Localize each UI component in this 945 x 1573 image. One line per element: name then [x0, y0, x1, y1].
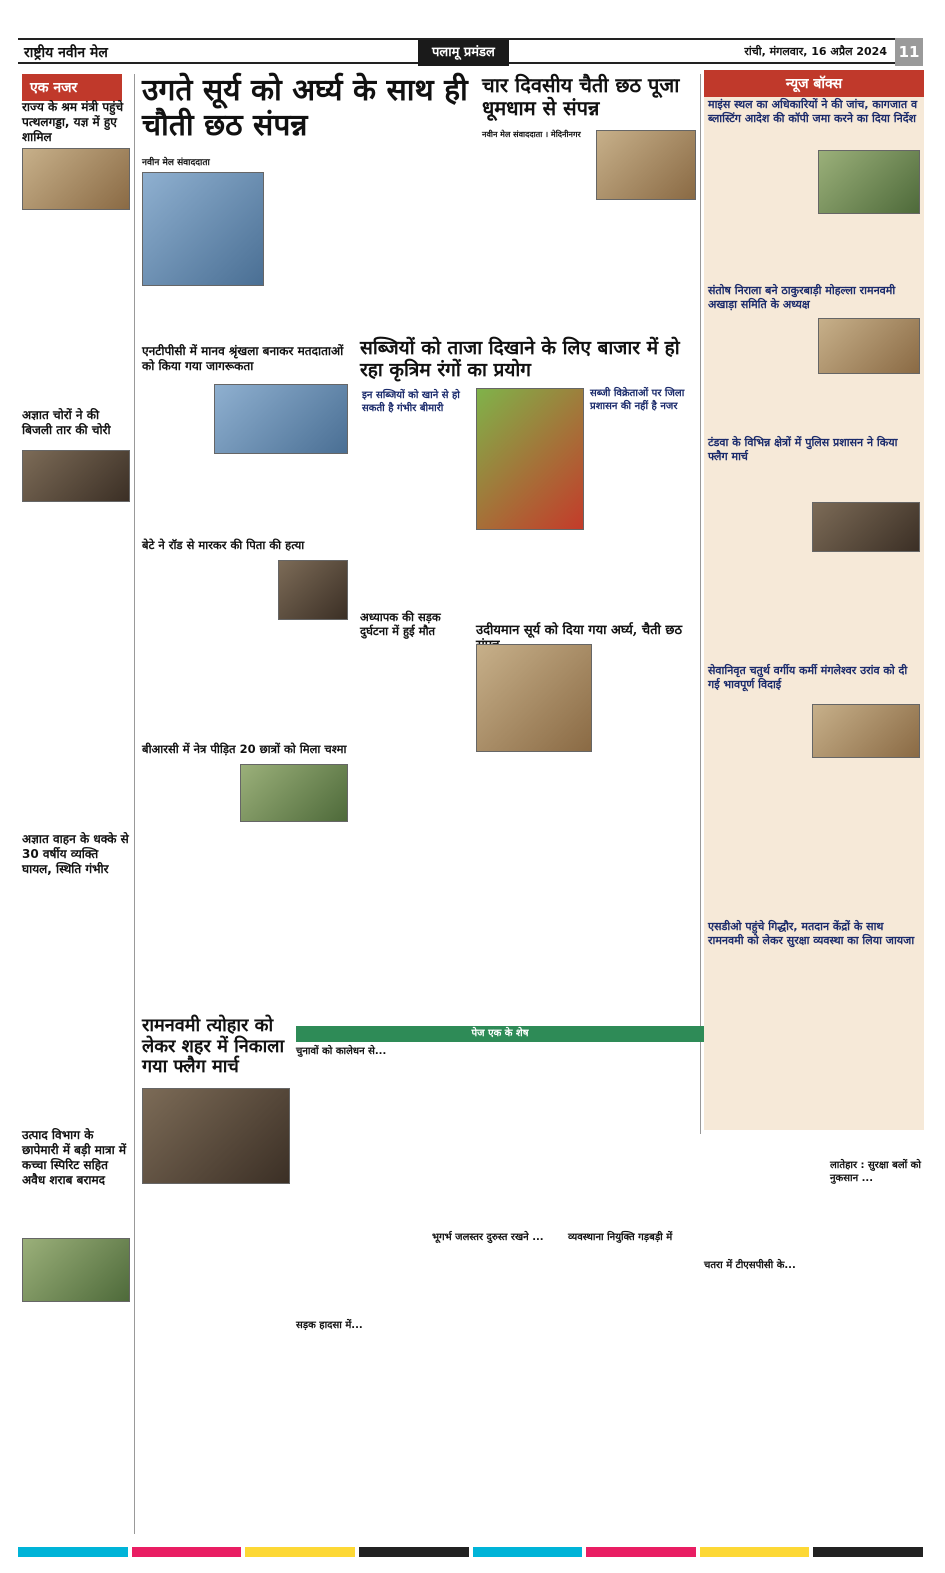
section-label: पलामू प्रमंडल	[418, 40, 509, 66]
left-story-1-title: राज्य के श्रम मंत्री पहुंचे पत्थलगड्डा, यज्ञ में हुए शामिल	[22, 100, 124, 144]
issue-date: रांची, मंगलवार, 16 अप्रैल 2024	[744, 45, 887, 58]
main-headline: उगते सूर्य को अर्घ्य के साथ ही चौती छठ संपन्न	[142, 73, 468, 143]
sun-offering-headline: उदीयमान सूर्य को दिया गया अर्घ्य, चैती छठ	[476, 623, 683, 638]
newspaper-brand: राष्ट्रीय नवीन मेल	[24, 45, 108, 61]
vegetable-color-headline: सब्जियों को ताजा दिखाने के लिए बाजार में हो रहा कृत्रिम रंगों का प्रयोग	[360, 337, 680, 381]
chhath-puja-byline: नवीन मेल संवाददाता । मेदिनीनगर	[482, 130, 581, 139]
vegetables-photo	[476, 388, 584, 530]
students-spectacles-photo	[240, 764, 348, 822]
vegetable-kicker: इन सब्जियों को खाने से हो सकती है गंभीर बीमारी	[362, 390, 460, 414]
human-chain-photo	[214, 384, 348, 454]
farewell-photo	[812, 704, 920, 758]
continued-appointment-title: व्यवस्थाना नियुक्ति गड़बड़ी में	[568, 1232, 673, 1243]
ramnavami-headline: रामनवमी त्योहार को लेकर शहर में निकाला गया फ्लैग मार्च	[142, 1015, 285, 1078]
continued-elections-title: चुनावों को कालेधन से...	[296, 1046, 387, 1057]
continued-accident-title: सड़क हादसा में...	[296, 1320, 363, 1331]
chhath-puja-headline: चार दिवसीय चैती छठ पूजा धूमधाम से संपन्न	[482, 73, 680, 120]
news-box-story-2-title: संतोष निराला बने ठाकुरबाड़ी मोहल्ला रामनवमी अखाड़ा समिति के अध्यक्ष	[708, 284, 896, 311]
news-box	[704, 70, 924, 1130]
akhara-committee-photo	[818, 318, 920, 374]
news-box-story-4-title: सेवानिवृत चतुर्थ वर्गीय कर्मी मंगलेश्वर उरांव को दी गई भावपूर्ण विदाई	[708, 664, 908, 691]
left-story-4-title: उत्पाद विभाग के छापेमारी में बड़ी मात्रा में कच्चा स्पिरिट सहित अवैध शराब बरामद	[22, 1128, 127, 1187]
main-byline: नवीन मेल संवाददाता	[142, 158, 210, 168]
continued-groundwater-title: भूगर्भ जलस्तर दुरुस्त रखने ...	[432, 1232, 544, 1243]
masthead	[18, 38, 923, 64]
mines-inspection-photo	[818, 150, 920, 214]
main-story-continued	[142, 290, 476, 338]
left-story-1-body	[22, 214, 130, 410]
page-number: 11	[895, 38, 923, 66]
teacher-accident-title: अध्यापक की सड़क दुर्घटना में हुई मौत	[360, 610, 441, 639]
wire-theft-photo	[22, 450, 130, 502]
main-story-body	[266, 172, 476, 286]
sun-offering-photo	[476, 644, 592, 752]
ramnavami-march-photo	[142, 1088, 290, 1184]
minister-photo	[22, 148, 130, 210]
right-divider	[700, 74, 701, 1134]
chhath-river-photo	[142, 172, 264, 286]
news-box-tab: न्यूज बॉक्स	[704, 70, 924, 97]
news-box-story-3-title: टंडवा के विभिन्न क्षेत्रों में पुलिस प्रशासन ने किया फ्लैग मार्च	[708, 436, 898, 463]
left-story-3-title: अज्ञात वाहन के धक्के से 30 वर्षीय व्यक्ति घायल, स्थिति गंभीर	[22, 832, 129, 876]
accused-photo	[278, 560, 348, 620]
chhath-devotees-photo	[596, 130, 696, 200]
news-box-story-5-title: एसडीओ पहुंचे गिद्धौर, मतदान केंद्रों के साथ रामनवमी को लेकर सुरक्षा व्यवस्था का लिया जायजा	[708, 920, 915, 947]
vegetable-side-title: सब्जी विक्रेताओं पर जिला प्रशासन की नहीं है नजर	[590, 388, 685, 412]
continued-banner: पेज एक के शेष	[296, 1026, 704, 1042]
left-story-2-title: अज्ञात चोरों ने की बिजली तार की चोरी	[22, 408, 111, 437]
continued-tspc-title: चतरा में टीएसपीसी के...	[704, 1260, 796, 1271]
murder-story-title: बेटे ने रॉड से मारकर की पिता की हत्या	[142, 538, 305, 552]
continued-latehar-title: लातेहार : सुरक्षा बलों को नुकसान ...	[830, 1160, 921, 1184]
left-divider	[134, 74, 135, 1534]
chhath-puja-body	[482, 204, 696, 336]
voter-awareness-title: एनटीपीसी में मानव श्रृंखला बनाकर मतदाताओं को किया गया जागरूकता	[142, 344, 344, 373]
news-box-story-1-body	[708, 150, 814, 214]
print-color-bar	[18, 1547, 923, 1557]
ek-nazar-tab: एक नजर	[22, 74, 122, 101]
liquor-seizure-photo	[22, 1238, 130, 1302]
news-box-story-1-title: माइंस स्थल का अधिकारियों ने की जांच, कागजात व ब्लास्टिंग आदेश की कॉपी जमा करने का दिया निर्देश	[708, 98, 918, 125]
flag-march-photo	[812, 502, 920, 552]
spectacles-story-title: बीआरसी में नेत्र पीड़ित 20 छात्रों को मिला चश्मा	[142, 742, 347, 756]
